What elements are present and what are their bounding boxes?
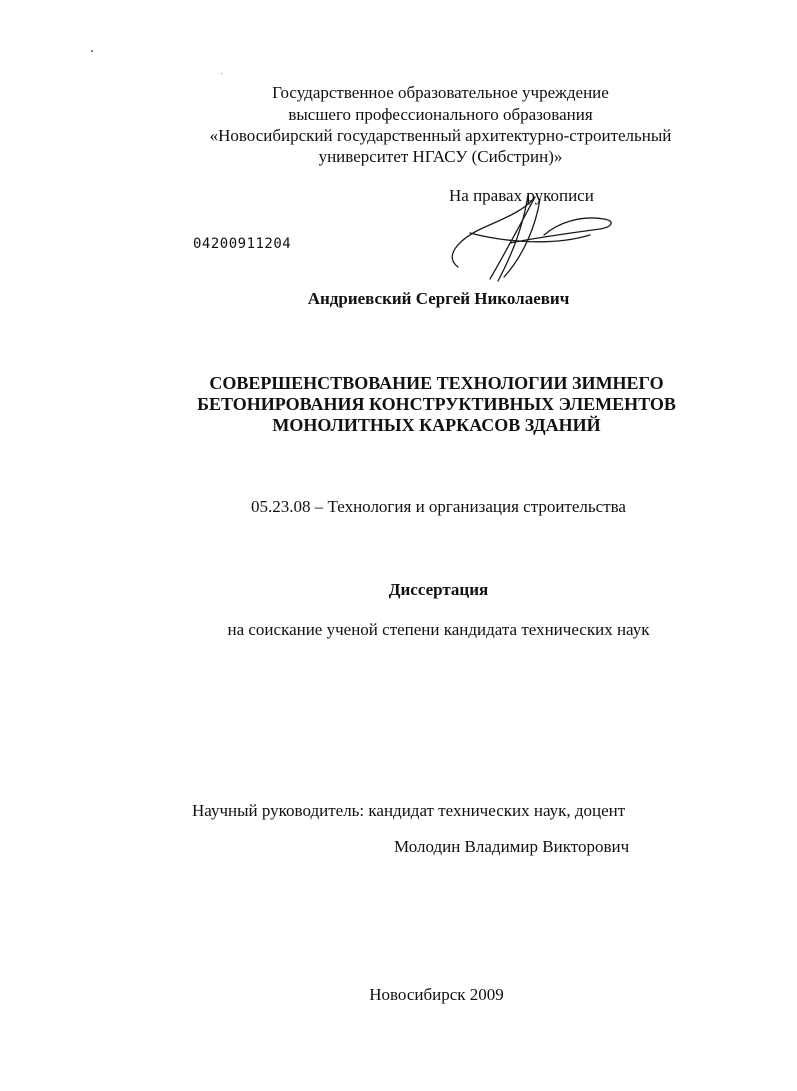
institution-line-1: Государственное образовательное учреждение — [272, 83, 609, 102]
scan-speck — [221, 73, 222, 74]
institution-line-2: высшего профессионального образования — [288, 105, 593, 124]
supervisor-name: Молодин Владимир Викторович — [394, 837, 630, 856]
specialty-code: 05.23.08 – Технология и организация строительства — [251, 497, 626, 516]
manuscript-note: На правах рукописи — [449, 186, 594, 205]
institution-line-4: университет НГАСУ (Сибстрин)» — [318, 147, 563, 166]
author-name: Андриевский Сергей Николаевич — [307, 289, 570, 308]
scan-speck — [91, 50, 93, 52]
title-line-1: СОВЕРШЕНСТВОВАНИЕ ТЕХНОЛОГИИ ЗИМНЕГО — [209, 373, 664, 393]
title-line-3: МОНОЛИТНЫХ КАРКАСОВ ЗДАНИЙ — [272, 415, 601, 435]
city-year: Новосибирск 2009 — [369, 985, 504, 1004]
supervisor-label: Научный руководитель: кандидат технических наук, доцент — [192, 801, 626, 820]
institution-line-3: «Новосибирский государственный архитектурно-строительный — [209, 126, 672, 145]
title-line-2: БЕТОНИРОВАНИЯ КОНСТРУКТИВНЫХ ЭЛЕМЕНТОВ — [197, 394, 676, 414]
registration-number: 04200911204 — [193, 236, 292, 252]
degree-line: на соискание ученой степени кандидата технических наук — [227, 620, 650, 639]
signature — [440, 185, 620, 285]
document-type: Диссертация — [388, 580, 489, 599]
